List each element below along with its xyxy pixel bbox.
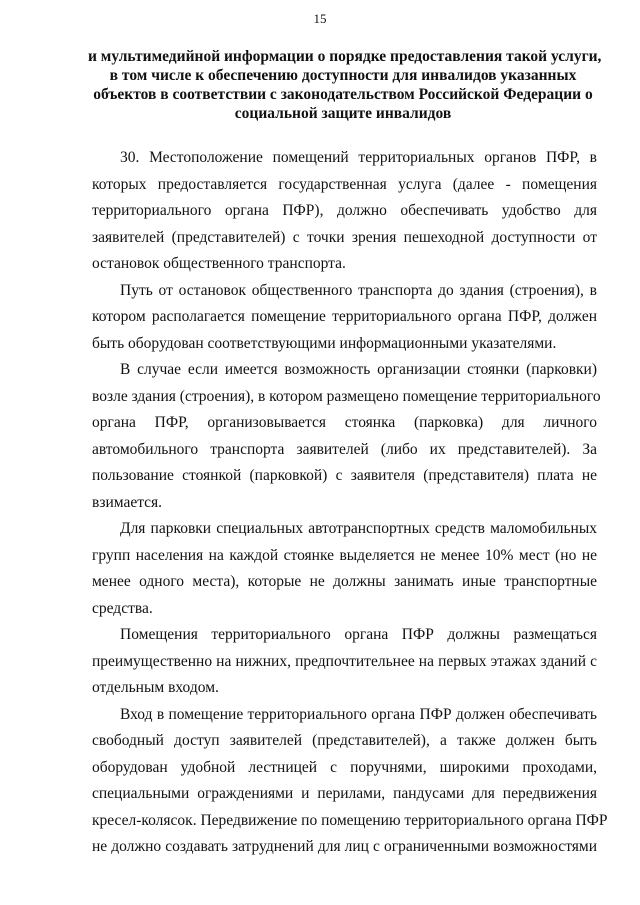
text-line: взимается. [92, 493, 163, 511]
heading-line: в том числе к обеспечению доступности для инвалидов указанных [109, 67, 577, 84]
text-line: которых предоставляется государственная услуга (далее - помещения [92, 175, 597, 193]
heading-line: объектов в соответствии с законодательством Российской Федерации о [93, 86, 593, 103]
paragraph [92, 516, 597, 622]
text-line: заявителей (представителей) с точки зрения пешеходной доступности от [92, 228, 597, 246]
text-line: органа ПФР, организовывается стоянка (парковка) для личного [92, 414, 597, 431]
text-line: оборудован удобной лестницей с поручнями, широкими проходами, [92, 758, 597, 776]
text-line: 30. Местоположение помещений территориальных органов ПФР, в [120, 149, 597, 166]
text-line: преимущественно на нижних, предпочтительнее на первых этажах зданий с [92, 652, 597, 670]
text-line: котором располагается помещение территориального органа ПФР, должен [92, 308, 597, 325]
paragraph [92, 357, 601, 516]
text-line: В случае если имеется возможность организации стоянки (парковки) [120, 361, 597, 378]
text-line: пользование стоянкой (парковкой) с заявителя (представителя) плата не [92, 467, 597, 484]
text-line: Путь от остановок общественного транспорта до здания (строения), в [120, 281, 597, 299]
paragraph [92, 145, 597, 278]
document-body [92, 145, 608, 861]
heading-line: и мультимедийной информации о порядке предоставления такой услуги, [88, 48, 602, 65]
text-line: средства. [92, 599, 153, 617]
text-line: отдельным входом. [92, 679, 219, 696]
text-line: не должно создавать затруднений для лиц с ограниченными возможностями [92, 838, 597, 855]
text-line: Вход в помещение территориального органа ПФР должен обеспечивать [120, 705, 597, 723]
text-line: быть оборудован соответствующими информационными указателями. [92, 334, 557, 352]
text-line: групп населения на каждой стоянке выделяется не менее 10% мест (но не [92, 546, 597, 564]
paragraph [92, 702, 608, 861]
text-line: менее одного места), которые не должны занимать иные транспортные [92, 573, 597, 590]
section-heading [88, 47, 602, 123]
text-line: свободный доступ заявителей (представителей), а также должен быть [92, 732, 597, 749]
text-line: остановок общественного транспорта. [92, 255, 346, 272]
text-line: возле здания (строения), в котором размещено помещение территориального [92, 387, 601, 405]
paragraph [92, 278, 597, 358]
text-line: Помещения территориального органа ПФР должны размещаться [120, 626, 597, 643]
heading-line: социальной защите инвалидов [234, 105, 452, 122]
text-line: Для парковки специальных автотранспортных средств маломобильных [120, 520, 597, 537]
text-line: территориального органа ПФР), должно обеспечивать удобство для [92, 202, 597, 219]
text-line: кресел-колясок. Передвижение по помещению территориального органа ПФР [92, 811, 608, 829]
text-line: специальными ограждениями и перилами, пандусами для передвижения [92, 785, 597, 802]
paragraph [92, 622, 597, 702]
text-line: автомобильного транспорта заявителей (либо их представителей). За [92, 440, 597, 458]
page-number: 15 [313, 11, 327, 26]
